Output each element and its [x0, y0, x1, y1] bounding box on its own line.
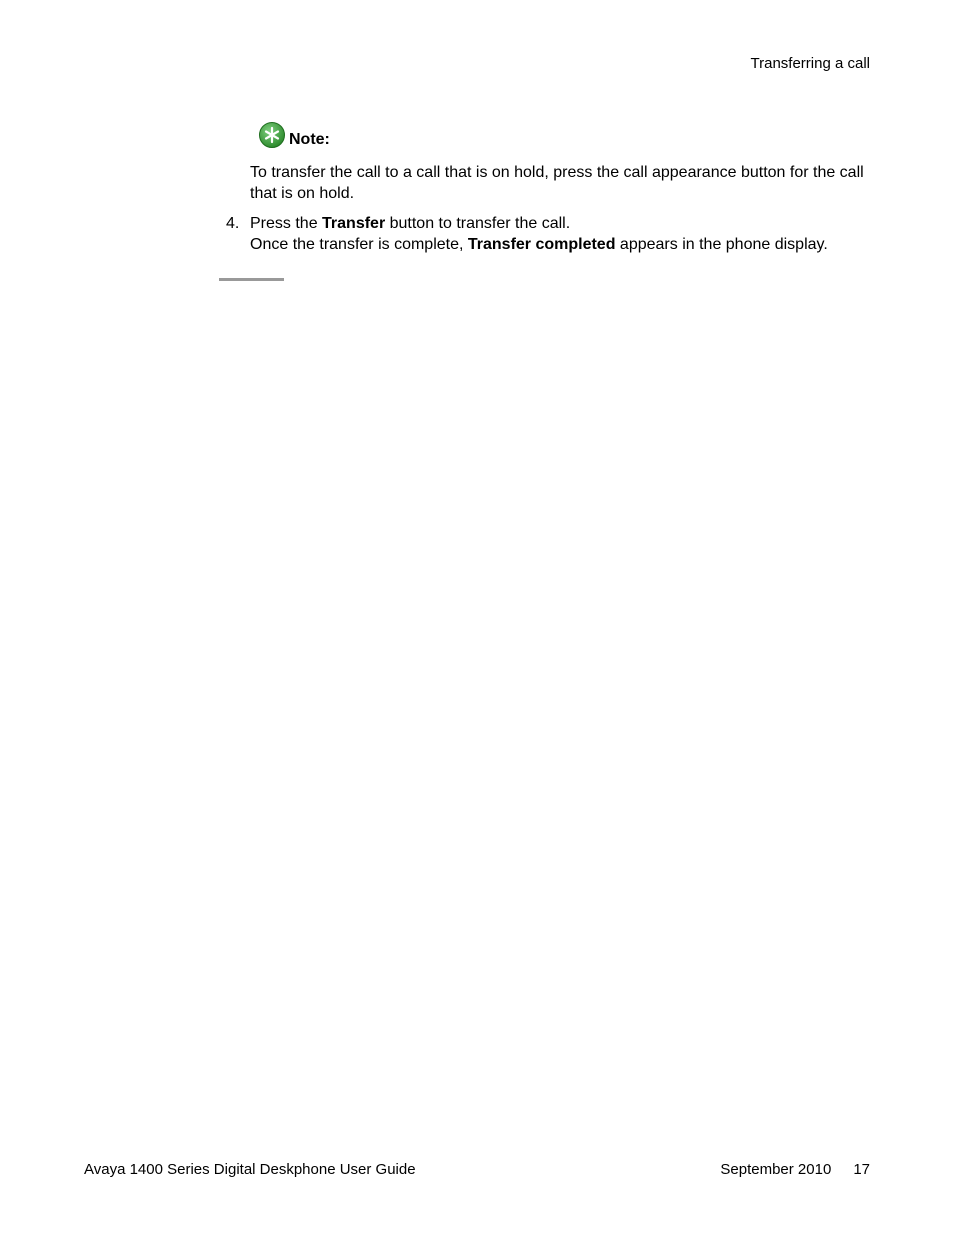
step-line-1-prefix: Press the — [250, 215, 323, 232]
page-number: 17 — [853, 1161, 870, 1178]
display-message: Transfer completed — [467, 236, 616, 253]
note-label: Note: — [289, 131, 330, 148]
footer-date: September 2010 — [720, 1161, 832, 1178]
note-heading — [258, 121, 330, 149]
step-line-2-suffix: appears in the phone display. — [615, 236, 828, 253]
section-end-divider — [219, 278, 284, 281]
running-header: Transferring a call — [750, 55, 870, 72]
transfer-button-name: Transfer — [322, 215, 386, 232]
note-text: To transfer the call to a call that is on hold, press the call appearance button for the call that is on hold. — [250, 164, 864, 202]
step-text — [250, 213, 828, 255]
green-asterisk-icon — [258, 121, 286, 149]
page-footer — [84, 1160, 870, 1180]
footer-right — [720, 1160, 870, 1180]
step-line-2 — [250, 234, 828, 255]
footer-doc-title: Avaya 1400 Series Digital Deskphone User Guide — [84, 1161, 416, 1178]
step-line-1-suffix: button to transfer the call. — [385, 215, 571, 232]
step-line-2-prefix: Once the transfer is complete, — [250, 236, 468, 253]
step-number: 4. — [226, 215, 240, 232]
step-line-1 — [250, 213, 828, 234]
